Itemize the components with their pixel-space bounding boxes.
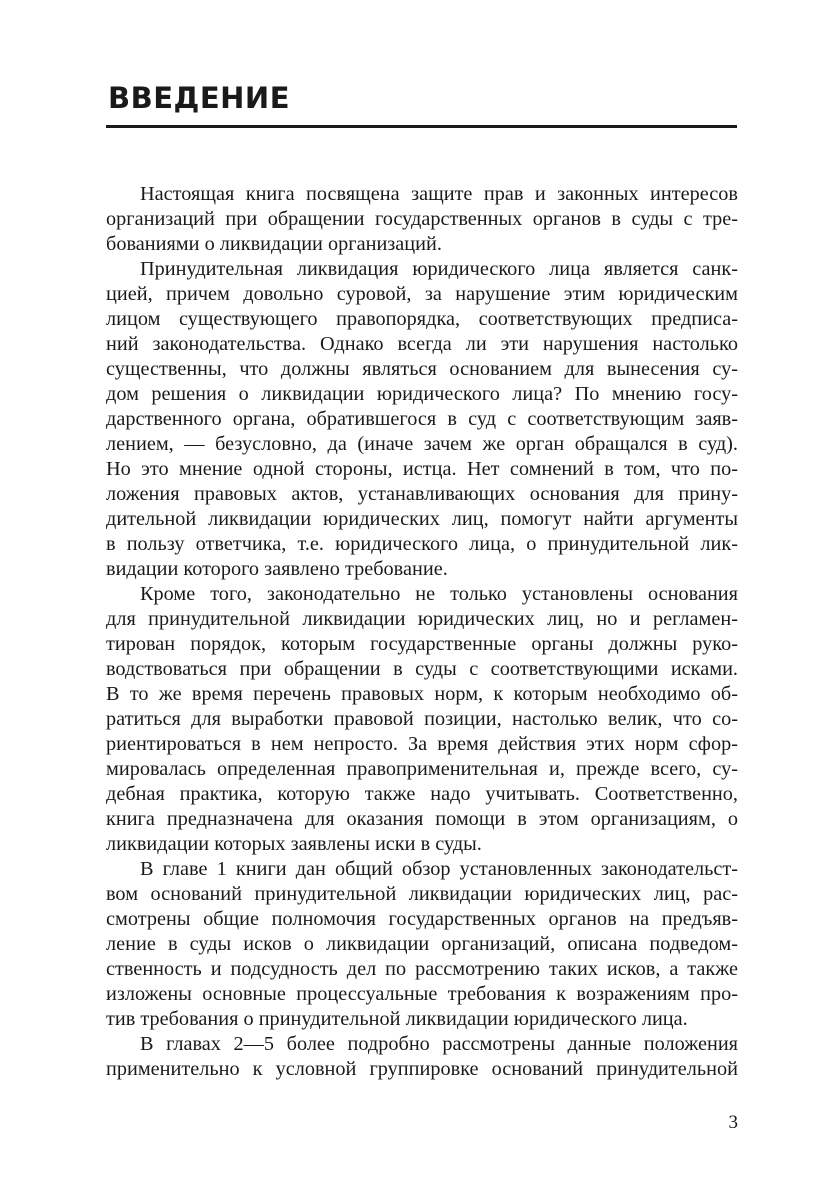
paragraph: [106, 182, 738, 257]
text-line: В то же время перечень правовых норм, к которым необходимо об-: [106, 683, 738, 705]
text-line: дебная практика, которую также надо учитывать. Соответственно,: [106, 783, 738, 805]
text-line: дарственного органа, обратившегося в суд с соответствующим заяв-: [106, 408, 738, 430]
text-line: в пользу ответчика, т.е. юридического лица, о принудительной лик-: [106, 533, 738, 555]
text-line: бованиями о ликвидации организаций.: [106, 233, 442, 255]
text-line: Принудительная ликвидация юридического лица является санк-: [140, 258, 738, 280]
text-line: книга предназначена для оказания помощи в этом организациям, о: [106, 808, 738, 830]
text-line: тирован порядок, которым государственные органы должны руко-: [106, 633, 738, 655]
text-line: ний законодательства. Однако всегда ли эти нарушения настолько: [106, 333, 738, 355]
text-line: В главе 1 книги дан общий обзор установленных законодательст-: [140, 858, 738, 880]
text-line: существенны, что должны являться основанием для вынесения су-: [106, 358, 738, 380]
text-line: для принудительной ликвидации юридических лиц, но и регламен-: [106, 608, 738, 630]
text-line: В главах 2—5 более подробно рассмотрены данные положения: [140, 1033, 738, 1055]
text-line: Настоящая книга посвящена защите прав и законных интересов: [140, 183, 738, 205]
paragraph: [106, 257, 738, 582]
paragraph: [106, 1032, 738, 1082]
text-line: ликвидации которых заявлены иски в суды.: [106, 833, 482, 855]
text-line: ратиться для выработки правовой позиции, настолько велик, что со-: [106, 708, 738, 730]
text-line: мировалась определенная правоприменительная и, прежде всего, су-: [106, 758, 738, 780]
text-line: изложены основные процессуальные требования к возражениям про-: [106, 983, 738, 1005]
text-line: лицом существующего правопорядка, соответствующих предписа-: [106, 308, 738, 330]
text-line: ственность и подсудность дел по рассмотрению таких исков, а также: [106, 958, 738, 980]
text-line: цией, причем довольно суровой, за нарушение этим юридическим: [106, 283, 738, 305]
title-rule: [106, 125, 737, 128]
text-line: смотрены общие полномочия государственных органов на предъяв-: [106, 908, 738, 930]
text-line: применительно к условной группировке оснований принудительной: [106, 1058, 738, 1080]
text-line: вом оснований принудительной ликвидации юридических лиц, рас-: [106, 883, 738, 905]
body-text: [106, 182, 738, 1082]
text-line: дом решения о ликвидации юридического лица? По мнению госу-: [106, 383, 738, 405]
text-line: ление в суды исков о ликвидации организаций, описана подведом-: [106, 933, 738, 955]
paragraph: [106, 857, 738, 1032]
text-line: организаций при обращении государственных органов в суды с тре-: [106, 208, 738, 230]
text-line: Но это мнение одной стороны, истца. Нет сомнений в том, что по-: [106, 458, 738, 480]
text-line: ложения правовых актов, устанавливающих основания для прину-: [106, 483, 738, 505]
text-line: дительной ликвидации юридических лиц, помогут найти аргументы: [106, 508, 738, 530]
text-line: риентироваться в нем непросто. За время действия этих норм сфор-: [106, 733, 738, 755]
page-title: ВВЕДЕНИЕ: [108, 81, 291, 115]
text-line: Кроме того, законодательно не только установлены основания: [140, 583, 738, 605]
text-line: тив требования о принудительной ликвидации юридического лица.: [106, 1008, 688, 1030]
paragraph: [106, 582, 738, 857]
page-number: 3: [728, 1112, 738, 1133]
text-line: видации которого заявлено требование.: [106, 558, 448, 580]
text-line: водствоваться при обращении в суды с соответствующими исками.: [106, 658, 738, 680]
text-line: лением, — безусловно, да (иначе зачем же орган обращался в суд).: [106, 433, 738, 455]
